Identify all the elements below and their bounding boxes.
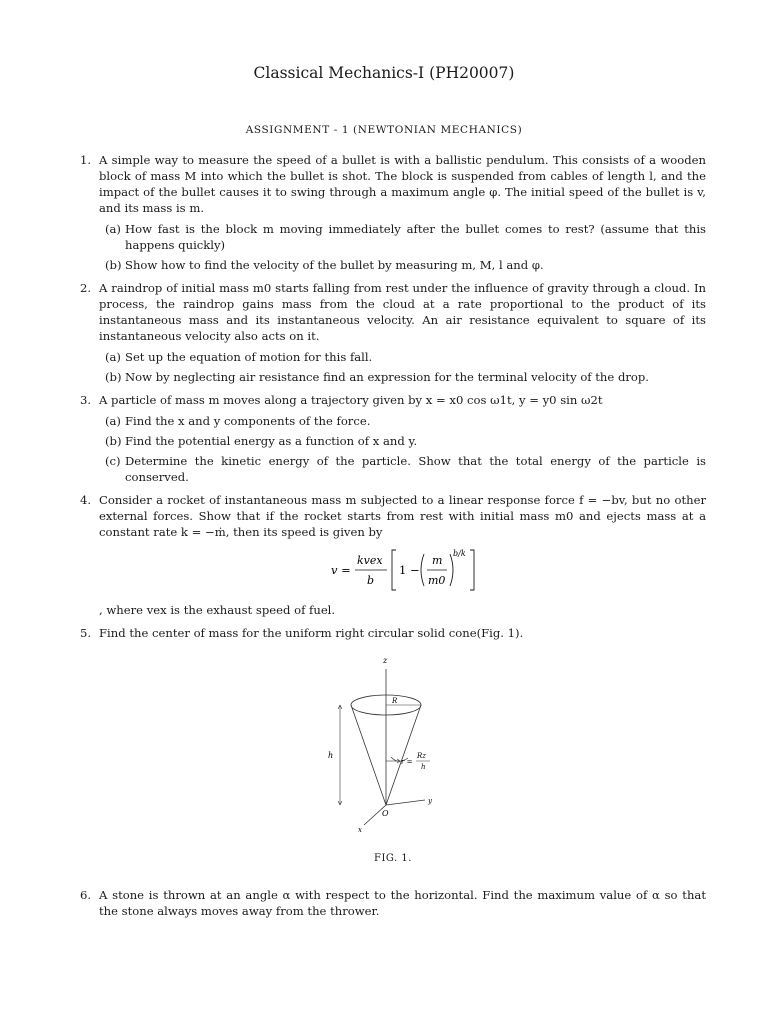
formula-den: b	[367, 574, 375, 587]
rz-den-label: h	[421, 763, 426, 771]
problem-number: 2.	[80, 281, 92, 295]
problem-part	[105, 349, 706, 365]
formula-num: kvex	[357, 554, 383, 567]
formula-graphic	[99, 546, 706, 594]
problem-part	[105, 369, 706, 385]
part-text: Now by neglecting air resistance find an expression for the terminal velocity of the drop.	[125, 370, 649, 384]
problem-number: 5.	[80, 626, 92, 640]
r-eq-label: r =	[401, 758, 413, 766]
formula-inner-num: m	[432, 554, 443, 567]
part-label: (b)	[105, 370, 122, 384]
problem-list	[80, 152, 706, 926]
problem-5	[80, 625, 706, 867]
part-label: (b)	[105, 434, 122, 448]
problem-part	[105, 433, 706, 449]
problem-text: Find the center of mass for the uniform right circular solid cone(Fig. 1).	[99, 626, 524, 640]
page-title: Classical Mechanics-I (PH20007)	[253, 64, 515, 82]
part-label: (a)	[105, 414, 121, 428]
assignment-subtitle: ASSIGNMENT - 1 (NEWTONIAN MECHANICS)	[245, 124, 523, 136]
problem-number: 6.	[80, 888, 92, 902]
formula-one-minus: 1 −	[399, 563, 420, 577]
part-label: (b)	[105, 258, 122, 272]
formula-inner-den: m0	[428, 574, 446, 587]
problem-text: A stone is thrown at an angle α with respect to the horizontal. Find the maximum value of α so that the stone always moves away from the thrower.	[99, 888, 706, 918]
problem-part	[105, 453, 706, 485]
radius-label: R	[392, 697, 398, 705]
problem-part	[105, 257, 706, 273]
problem-text: A particle of mass m moves along a trajectory given by x = x0 cos ω1t, y = y0 sin ω2t	[99, 393, 603, 407]
problem-part	[105, 413, 706, 429]
cone-diagram	[80, 645, 706, 845]
rz-num-label: Rz	[417, 752, 426, 760]
part-label: (a)	[105, 222, 121, 236]
formula-lhs: v =	[331, 563, 351, 577]
figure-caption: FIG. 1.	[374, 853, 412, 864]
problem-2	[80, 280, 706, 385]
problem-text: A raindrop of initial mass m0 starts falling from rest under the influence of gravity through a cloud. In process, the raindrop gains mass from the cloud at a rate proportional to the product of its instantaneous mass and its instantaneous velocity. An air resistance equivalent to square of its instantaneous velocity also acts on it.	[99, 281, 706, 343]
part-text: Determine the kinetic energy of the particle. Show that the total energy of the particle is conserved.	[125, 454, 706, 484]
problem-part	[105, 221, 706, 253]
problem-text: A simple way to measure the speed of a bullet is with a ballistic pendulum. This consists of a wooden block of mass M into which the bullet is shot. The block is suspended from cables of length l, and the impact of the bullet causes it to swing through a maximum angle φ. The initial speed of the bullet is v, and its mass is m.	[99, 153, 706, 215]
part-text: How fast is the block m moving immediately after the bullet comes to rest? (assume that this happens quickly)	[125, 222, 706, 252]
x-axis-label: x	[358, 826, 362, 834]
problem-6	[80, 887, 706, 919]
problem-number: 4.	[80, 493, 92, 507]
part-label: (a)	[105, 350, 121, 364]
speed-formula	[99, 546, 706, 594]
problem-1	[80, 152, 706, 273]
part-text: Show how to find the velocity of the bullet by measuring m, M, l and φ.	[125, 258, 544, 272]
problem-3	[80, 392, 706, 485]
cone-figure	[80, 645, 706, 845]
height-label: h	[328, 751, 334, 760]
origin-label: O	[382, 809, 389, 818]
problem-number: 3.	[80, 393, 92, 407]
part-text: Set up the equation of motion for this fall.	[125, 350, 373, 364]
z-axis-label: z	[383, 656, 388, 665]
part-label: (c)	[105, 454, 121, 468]
problem-number: 1.	[80, 153, 92, 167]
problem-after-text: , where vex is the exhaust speed of fuel.	[99, 603, 336, 617]
problem-4	[80, 492, 706, 618]
formula-exponent: b/k	[453, 549, 466, 558]
part-text: Find the x and y components of the force.	[125, 414, 371, 428]
problem-text: Consider a rocket of instantaneous mass m subjected to a linear response force f = −bv, but no other external forces. Show that if the rocket starts from rest with initial mass m0 and ejects mass at a constant rate k = −ṁ, then its speed is given by	[99, 493, 706, 539]
part-text: Find the potential energy as a function of x and y.	[125, 434, 418, 448]
y-axis-label: y	[428, 797, 432, 805]
